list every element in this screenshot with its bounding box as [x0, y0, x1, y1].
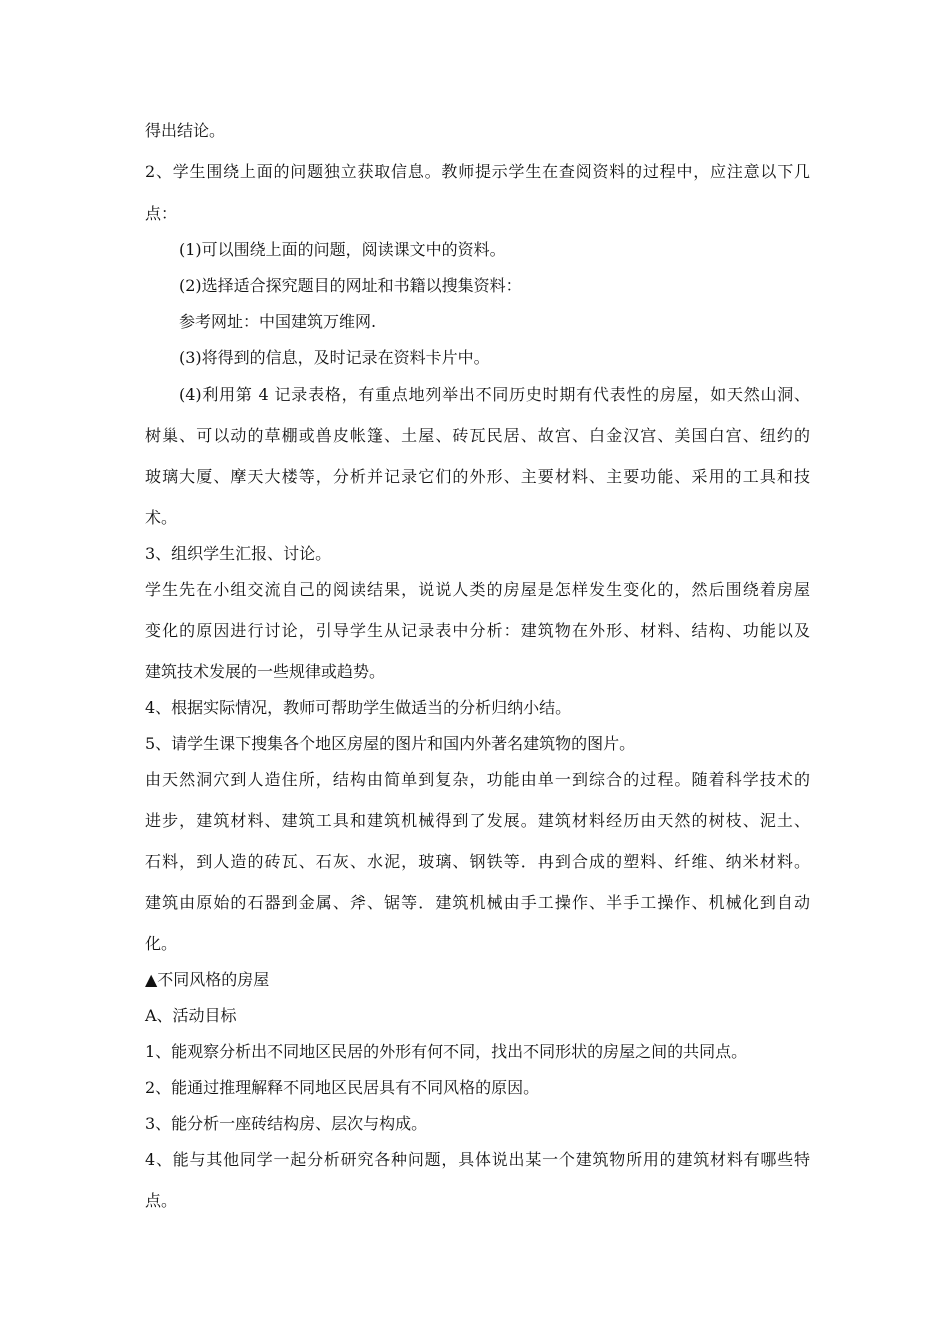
text-line: 树巢、可以动的草棚或兽皮帐篷、土屋、砖瓦民居、故宫、白金汉宫、美国白宫、纽约的: [145, 426, 810, 445]
text-line: 4、能与其他同学一起分析研究各种问题，具体说出某一个建筑物所用的建筑材料有哪些特: [145, 1150, 810, 1169]
text-line: (4)利用第 4 记录表格，有重点地列举出不同历史时期有代表性的房屋，如天然山洞、: [179, 385, 810, 404]
text-line: 学生先在小组交流自己的阅读结果，说说人类的房屋是怎样发生变化的，然后围绕着房屋: [145, 580, 810, 599]
text-line: 由天然洞穴到人造住所，结构由简单到复杂，功能由单一到综合的过程。随着科学技术的: [145, 770, 810, 789]
text-line: 1、能观察分析出不同地区民居的外形有何不同，找出不同形状的房屋之间的共同点。: [145, 1042, 748, 1061]
text-line: 建筑技术发展的一些规律或趋势。: [145, 662, 386, 681]
text-line: 4、根据实际情况，教师可帮助学生做适当的分析归纳小结。: [145, 698, 572, 717]
text-line: 变化的原因进行讨论，引导学生从记录表中分析：建筑物在外形、材料、结构、功能以及: [145, 621, 810, 640]
section-heading: ▲不同风格的房屋: [145, 970, 270, 989]
text-line: 化。: [145, 934, 178, 953]
text-line: 术。: [145, 508, 178, 527]
text-line: (3)将得到的信息，及时记录在资料卡片中。: [179, 348, 490, 367]
text-line: 3、组织学生汇报、讨论。: [145, 544, 332, 563]
text-line: (1)可以围绕上面的问题，阅读课文中的资料。: [179, 240, 506, 259]
text-line: 点：: [145, 204, 178, 223]
text-line: 得出结论。: [145, 121, 226, 140]
text-line: 2、学生围绕上面的问题独立获取信息。教师提示学生在查阅资料的过程中，应注意以下几: [145, 162, 810, 181]
text-line: 参考网址：中国建筑万维网.: [179, 312, 377, 331]
text-line: 点。: [145, 1191, 178, 1210]
text-line: 玻璃大厦、摩天大楼等，分析并记录它们的外形、主要材料、主要功能、采用的工具和技: [145, 467, 810, 486]
text-line: 石料，到人造的砖瓦、石灰、水泥，玻璃、钢铁等．冉到合成的塑料、纤维、纳米材料。: [145, 852, 810, 871]
text-line: A、活动目标: [145, 1006, 237, 1025]
text-line: 进步，建筑材料、建筑工具和建筑机械得到了发展。建筑材料经历由天然的树枝、泥土、: [145, 811, 810, 830]
text-line: 建筑由原始的石器到金属、斧、锯等．建筑机械由手工操作、半手工操作、机械化到自动: [145, 893, 810, 912]
text-line: 5、请学生课下搜集各个地区房屋的图片和国内外著名建筑物的图片。: [145, 734, 636, 753]
text-line: 2、能通过推理解释不同地区民居具有不同风格的原因。: [145, 1078, 540, 1097]
text-line: (2)选择适合探究题目的网址和书籍以搜集资料：: [179, 276, 522, 295]
text-line: 3、能分析一座砖结构房、层次与构成。: [145, 1114, 428, 1133]
